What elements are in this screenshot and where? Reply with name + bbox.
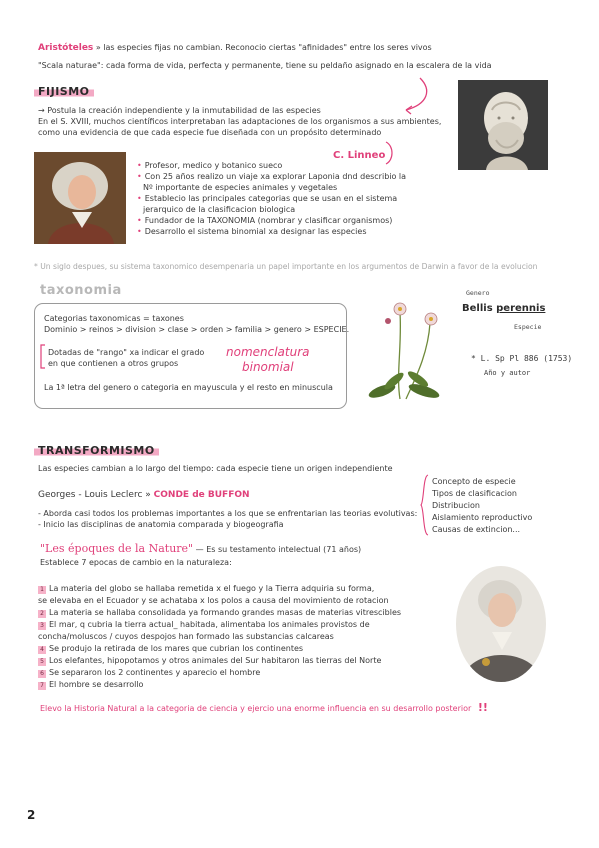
bellis-plant-image xyxy=(360,295,455,407)
epochs-intro: Establece 7 epocas de cambio en la naturaleza: xyxy=(40,558,232,567)
side-list-item-3: Distribucion xyxy=(432,501,480,510)
taxonomia-heading: taxonomia xyxy=(40,283,122,298)
bellis-genus: Bellis xyxy=(462,303,493,314)
aristoteles-text: » las especies fijas no cambian. Reconocio ciertas "afinidades" entre los seres vivos xyxy=(93,43,432,52)
epoch-item-5: 5 Los elefantes, hipopotamos y otros animales del Sur habitaron las tierras del Norte xyxy=(38,655,381,666)
fijismo-line-1: → Postula la creación independiente y la inmutabilidad de las especies xyxy=(38,106,321,115)
epoch-item-2: 2 La materia se hallaba consolidada ya formando grandes masas de materias vitrescibles xyxy=(38,607,401,618)
buffon-name: CONDE de BUFFON xyxy=(153,490,250,500)
bellis-reference-sub: Año y autor xyxy=(484,369,531,377)
side-list-item-1: Concepto de especie xyxy=(432,477,516,486)
fijismo-heading: FIJISMO xyxy=(34,85,94,98)
epoques-title: "Les époques de la Nature" xyxy=(40,542,194,555)
taxonomia-line-2: Dominio > reinos > division > clase > orden > familia > genero > ESPECIE. xyxy=(44,325,350,334)
side-list-item-2: Tipos de clasificacion xyxy=(432,489,517,498)
taxonomia-line-4: en que contienen a otros grupos xyxy=(48,359,179,368)
epoch-item-6: 6 Se separaron los 2 continentes y aparecio el hombre xyxy=(38,667,260,678)
nomenclatura-label: nomenclatura xyxy=(226,345,310,359)
taxonomia-line-3: Dotadas de "rango" xa indicar el grado xyxy=(48,348,205,357)
linneo-portrait-image xyxy=(34,152,126,244)
genero-label: Genero xyxy=(466,289,490,297)
aristotle-bust-image xyxy=(458,80,548,170)
epoch-item-4: 4 Se produjo la retirada de los mares que cubrian los continentes xyxy=(38,643,303,654)
epoch-item-7: 7 El hombre se desarrollo xyxy=(38,679,143,690)
fijismo-line-2: En el S. XVIII, muchos científicos interpretaban las adaptaciones de los organismos a sus ambientes, xyxy=(38,117,442,126)
taxonomia-line-1: Categorias taxonomicas = taxones xyxy=(44,314,184,323)
linneo-bullet-2-cont: Nº importante de especies animales y vegetales xyxy=(143,183,338,192)
scala-naturae-line: "Scala naturae": cada forma de vida, perfecta y permanente, tiene su peldaño asignado en la escalera de la vida xyxy=(38,61,492,70)
rango-bracket-icon xyxy=(39,344,47,370)
linneo-bracket-icon xyxy=(384,140,396,166)
linneo-name: C. Linneo xyxy=(333,150,386,161)
linneo-bullet-2: • Con 25 años realizo un viaje xa explorar Laponia dnd describio la xyxy=(137,172,407,181)
epoch-item-3: 3 El mar, q cubria la tierra actual_ habitada, alimentaba los animales provistos de xyxy=(38,619,370,630)
buffon-line xyxy=(38,490,250,500)
transformismo-intro: Las especies cambian a lo largo del tiempo: cada especie tiene un origen independiente xyxy=(38,464,393,473)
bellis-reference: * L. Sp Pl 886 (1753) xyxy=(471,354,573,363)
epoch-item-1-cont: se elevaba en el Ecuador y se achataba x los polos a causa del movimiento de rotacion xyxy=(38,596,389,605)
transformismo-heading: TRANSFORMISMO xyxy=(34,444,159,457)
fijismo-line-3: como una evidencia de que cada especie fue diseñada con un propósito determinado xyxy=(38,128,382,137)
taxonomia-line-5: La 1ª letra del genero o categoria en mayuscula y el resto en minuscula xyxy=(44,383,333,392)
especie-label: Especie xyxy=(514,323,542,331)
aristoteles-name: Aristóteles xyxy=(38,43,94,53)
epoques-line xyxy=(40,542,361,555)
bellis-species: perennis xyxy=(496,303,546,314)
curved-arrow-icon xyxy=(398,76,438,116)
side-list-brace-icon xyxy=(420,474,430,536)
buffon-bullet-2: - Inicio las disciplinas de anatomia comparada y biogeografia xyxy=(38,520,284,529)
conclusion-line xyxy=(40,701,488,714)
linneo-bullet-5: • Desarrollo el sistema binomial xa designar las especies xyxy=(137,227,367,236)
page-number: 2 xyxy=(27,808,36,822)
linneo-note: * Un siglo despues, su sistema taxonomico desempenaria un papel importante en los argumentos de Darwin a favor de la evolucion xyxy=(34,262,538,271)
linneo-bullet-1: • Profesor, medico y botanico sueco xyxy=(137,161,283,170)
aristoteles-line xyxy=(38,42,432,54)
linneo-bullet-3-cont: jerarquico de la clasificacion biologica xyxy=(143,205,296,214)
binomial-label: binomial xyxy=(242,360,294,374)
side-list-item-5: Causas de extincion... xyxy=(432,525,521,534)
linneo-bullet-3: • Establecio las principales categorias que se usan en el sistema xyxy=(137,194,398,203)
epoques-after: — Es su testamento intelectual (71 años) xyxy=(193,545,362,554)
buffon-portrait-image xyxy=(456,566,546,682)
epoch-item-3-cont: concha/moluscos / cuyos despojos han formado las substancias calcareas xyxy=(38,632,334,641)
epoch-item-1: 1 La materia del globo se hallaba remetida x el fuego y la Tierra adquiria su forma, xyxy=(38,583,374,594)
bellis-binomial xyxy=(462,303,545,314)
side-list-item-4: Aislamiento reproductivo xyxy=(432,513,533,522)
conclusion-exclaim: !! xyxy=(477,701,488,714)
conclusion-text: Elevo la Historia Natural a la categoria de ciencia y ejercio una enorme influencia en su desarrollo posterior xyxy=(40,704,472,713)
buffon-prefix: Georges - Louis Leclerc » xyxy=(38,490,154,500)
linneo-bullet-4: • Fundador de la TAXONOMIA (nombrar y clasificar organismos) xyxy=(137,216,393,225)
buffon-bullet-1: - Aborda casi todos los problemas importantes a los que se enfrentarian las teorias evolutivas: xyxy=(38,509,418,518)
